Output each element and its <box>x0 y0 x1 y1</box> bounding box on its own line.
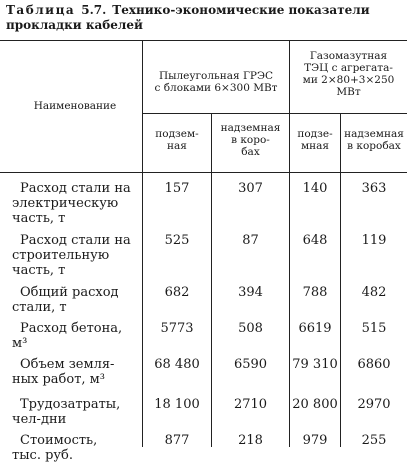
table-cell: 20 800 <box>292 397 338 412</box>
caption-label: Таблица <box>6 3 76 17</box>
table-cell: 394 <box>238 285 263 300</box>
table-cell: 157 <box>164 181 190 196</box>
row-label <box>12 357 142 387</box>
header-g1-overground <box>212 122 289 158</box>
row-label-line: м³ <box>12 336 28 351</box>
row-label <box>12 321 142 351</box>
g1-underground-line-1: подзем- <box>155 128 199 140</box>
table-cell: 6590 <box>233 357 268 372</box>
table-cell: 2970 <box>357 397 391 412</box>
table-cell: 140 <box>302 181 328 196</box>
group2-title-line-1: Газомазутная <box>309 50 388 62</box>
table-cell: 255 <box>361 433 387 448</box>
header-g1-underground <box>143 128 211 152</box>
caption-number: 5.7. <box>81 3 107 17</box>
row-label <box>12 433 142 463</box>
row-label-line: Расход бетона, <box>20 321 123 336</box>
row-label-line: ных работ, м³ <box>12 372 105 387</box>
table-top-rule <box>0 40 407 41</box>
table-cell: 79 310 <box>292 357 338 372</box>
table-cell: 508 <box>238 321 263 336</box>
table-cell: 2710 <box>233 397 268 412</box>
row-label-line: строительную <box>12 248 110 263</box>
group2-title-line-3: ми 2×80+3×250 <box>302 74 395 86</box>
header-g2-overground <box>341 128 407 152</box>
table-cell: 515 <box>361 321 387 336</box>
header-name-column: Наименование <box>33 100 117 112</box>
row-label-line: электрическую <box>12 196 119 211</box>
table-cell: 682 <box>164 285 190 300</box>
table-cell: 307 <box>238 181 263 196</box>
table-cell: 525 <box>164 233 190 248</box>
caption-title-line-1: Технико-экономические показатели <box>112 3 370 17</box>
table-cell: 6860 <box>357 357 391 372</box>
table-cell: 6619 <box>298 321 332 336</box>
g2-overground-line-2: в коробах <box>347 140 401 152</box>
table-cell: 979 <box>302 433 328 448</box>
table-cell: 218 <box>238 433 263 448</box>
table-cell: 87 <box>242 233 259 248</box>
group1-title-line-1: Пылеугольная ГРЭС <box>158 70 274 82</box>
row-label <box>12 285 142 315</box>
g1-underground-line-2: ная <box>167 140 187 152</box>
g1-overground-line-1: надземная <box>220 122 281 134</box>
caption-line-1 <box>6 3 404 18</box>
g2-underground-line-2: мная <box>300 140 330 152</box>
row-label <box>12 233 142 278</box>
table-cell: 119 <box>361 233 387 248</box>
table-cell: 68 480 <box>154 357 200 372</box>
row-label-line: часть, т <box>12 263 66 278</box>
group2-title-line-2: ТЭЦ с агрегата- <box>304 62 393 74</box>
row-label-line: Расход стали на <box>20 181 131 196</box>
table-cell: 482 <box>361 285 387 300</box>
group1-title-line-2: с блоками 6×300 МВт <box>154 82 278 94</box>
table-cell: 5773 <box>160 321 194 336</box>
group2-title-line-4: МВт <box>336 86 361 98</box>
g1-overground-line-3: бах <box>241 146 260 158</box>
header-group2-title <box>290 50 407 98</box>
row-label-line: тыс. руб. <box>12 448 74 463</box>
table-cell: 788 <box>302 285 328 300</box>
group-subheader-rule <box>142 113 407 114</box>
table-caption <box>6 3 404 33</box>
row-label-line: Трудозатраты, <box>20 397 121 412</box>
table-cell: 18 100 <box>154 397 200 412</box>
table-cell: 877 <box>164 433 190 448</box>
row-label-line: чел-дни <box>12 412 67 427</box>
g2-underground-line-1: подзе- <box>297 128 333 140</box>
g1-overground-line-2: в коро- <box>231 134 270 146</box>
table-cell: 363 <box>361 181 387 196</box>
header-g2-underground <box>290 128 340 152</box>
row-label-line: стали, т <box>12 300 67 315</box>
row-label-line: Стоимость, <box>20 433 98 448</box>
table-header-rule <box>0 172 407 173</box>
row-label <box>12 397 142 427</box>
caption-title-line-2: прокладки кабелей <box>6 18 143 32</box>
row-label <box>12 181 142 226</box>
row-label-line: часть, т <box>12 211 66 226</box>
table-cell: 648 <box>302 233 328 248</box>
header-group1-title <box>143 70 289 94</box>
row-label-line: Общий расход <box>20 285 119 300</box>
row-label-line: Объем земля- <box>20 357 115 372</box>
row-label-line: Расход стали на <box>20 233 131 248</box>
g2-overground-line-1: надземная <box>344 128 404 140</box>
